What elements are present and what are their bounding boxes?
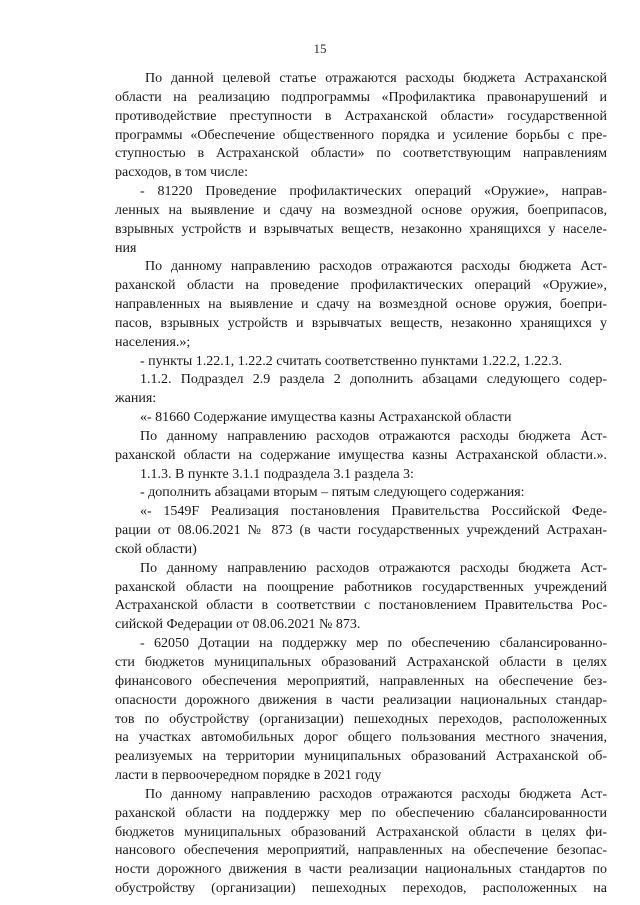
text-line: финансового обеспечения мероприятий, направленных на обеспечение без- [115, 673, 607, 689]
text-line: программы «Обеспечение общественного порядка и усиление борьбы с пре- [115, 127, 607, 143]
text-line: обустройству (организации) пешеходных переходов, расположенных на [115, 881, 607, 896]
text-line: на участках автомобильных дорог общего пользования местного значения, [115, 730, 607, 746]
text-line: опасности дорожного движения в части реализации национальных стандар- [115, 692, 607, 708]
text-line: расходов, в том числе: [115, 165, 249, 181]
text-line: пасов, взрывных устройств и взрывчатых веществ, незаконно хранящихся у [115, 315, 607, 331]
text-line: 1.1.3. В пункте 3.1.1 подраздела 3.1 раздела 3: [140, 466, 414, 482]
text-line: области на реализацию подпрограммы «Профилактика правонарушений и [115, 89, 607, 105]
text-line: сийской Федерации от 08.06.2021 № 873. [115, 617, 361, 633]
text-line: Астраханской области в соответствии с постановлением Правительства Рос- [115, 598, 607, 614]
text-line: ступностью в Астраханской области» по соответствующим направлениям [115, 146, 607, 162]
text-line: реализуемых на территории муниципальных образований Астраханской об- [115, 749, 607, 765]
text-line: - дополнить абзацами вторым – пятым следующего содержания: [140, 485, 525, 501]
text-line: взрывных устройств и взрывчатых веществ, незаконно хранящихся у населе- [115, 221, 607, 237]
text-line: По данной целевой статье отражаются расходы бюджета Астраханской [145, 71, 607, 86]
text-line: По данному направлению расходов отражаются расходы бюджета Аст- [140, 560, 607, 576]
text-line: - 62050 Дотации на поддержку мер по обеспечению сбалансированно- [140, 636, 607, 652]
text-line: рации от 08.06.2021 № 873 (в части государственных учреждений Астрахан- [115, 523, 607, 539]
text-line: По данному направлению расходов отражаются расходы бюджета Аст- [145, 259, 607, 275]
text-line: «- 81660 Содержание имущества казны Астраханской области [140, 410, 512, 426]
text-line: жания: [115, 391, 157, 407]
text-line: раханской области на поощрение работников государственных учреждений [115, 579, 607, 595]
text-line: «- 1549F Реализация постановления Правительства Российской Феде- [140, 504, 607, 520]
text-line: противодействие преступности в Астраханской области» государственной [115, 108, 607, 124]
text-line: - пункты 1.22.1, 1.22.2 считать соответственно пунктами 1.22.2, 1.22.3. [140, 353, 563, 369]
text-line: сти бюджетов муниципальных образований Астраханской области в целях [115, 655, 607, 670]
text-line: ния [115, 240, 137, 256]
text-line: населения.»; [115, 334, 191, 350]
text-line: бюджетов муниципальных образований Астраханской области в целях фи- [115, 824, 607, 840]
text-line: направленных на выявление и сдачу на возмездной основе оружия, боепри- [115, 297, 607, 312]
text-line: нансового обеспечения мероприятий, направленных на обеспечение безопас- [115, 843, 607, 859]
text-line: По данному направлению расходов отражаются расходы бюджета Аст- [140, 428, 607, 444]
text-line: раханской области на содержание имущества казны Астраханской области.». [115, 447, 607, 463]
text-line: раханской области на проведение профилактических операций «Оружие», [115, 278, 607, 294]
text-line: раханской области на поддержку мер по обеспечению сбалансированности [115, 805, 607, 821]
text-line: ской области) [115, 541, 197, 557]
page-number: 15 [313, 41, 327, 56]
text-line: ласти в первоочередном порядке в 2021 году [115, 768, 382, 783]
text-line: тов по обустройству (организации) пешеходных переходов, расположенных [115, 711, 607, 727]
text-line: ности дорожного движения в части реализации национальных стандартов по [115, 862, 607, 878]
text-line: По данному направлению расходов отражаются расходы бюджета Аст- [145, 786, 607, 802]
text-line: 1.1.2. Подраздел 2.9 раздела 2 дополнить абзацами следующего содер- [140, 372, 607, 388]
text-line: ленных на выявление и сдачу на возмездной основе оружия, боеприпасов, [115, 202, 607, 218]
text-line: - 81220 Проведение профилактических операций «Оружие», направ- [140, 184, 607, 199]
